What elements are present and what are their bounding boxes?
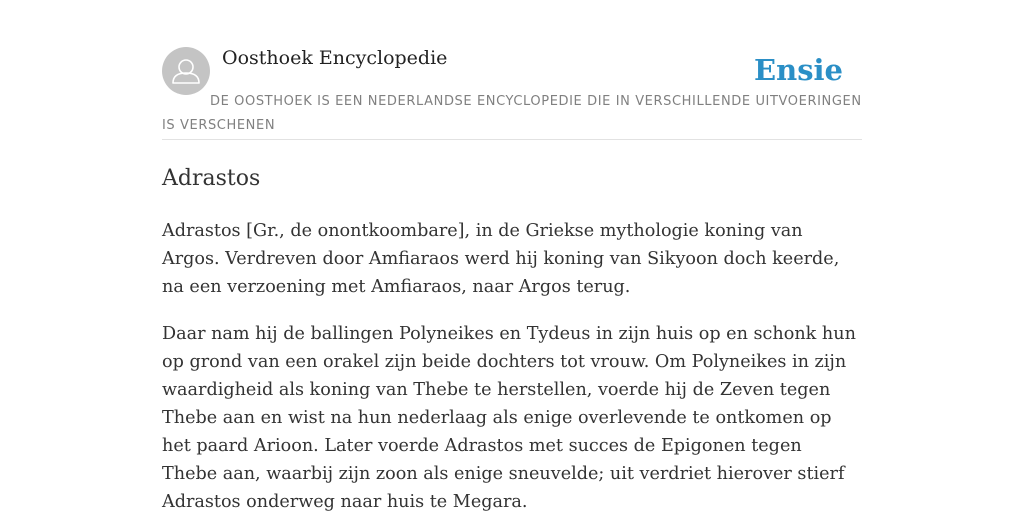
publisher-tagline: DE OOSTHOEK IS EEN NEDERLANDSE ENCYCLOPEDIE DIE IN VERSCHILLENDE UITVOERINGEN IS VERSCHENEN xyxy=(162,94,862,133)
header xyxy=(162,0,862,140)
publisher-name[interactable]: Oosthoek Encyclopedie xyxy=(222,47,448,69)
brand-logo[interactable]: Ensie xyxy=(754,53,843,87)
article-paragraph: Adrastos [Gr., de onontkoombare], in de Griekse mythologie koning van Argos. Verdreven door Amfiaraos werd hij koning van Sikyoon doch keerde, na een verzoening met Amfiaraos, naar Argos terug. xyxy=(162,221,840,297)
avatar[interactable] xyxy=(162,47,210,95)
content-container xyxy=(162,0,862,512)
article-paragraph: Daar nam hij de ballingen Polyneikes en Tydeus in zijn huis op en schonk hun op grond van een orakel zijn beide dochters tot vrouw. Om Polyneikes in zijn waardigheid als koning van Thebe te herstellen, voerde hij de Zeven tegen Thebe aan en wist na hun nederlaag als enige overlevende te ontkomen op het paard Arioon. Later voerde Adrastos met succes de Epigonen tegen Thebe aan, waarbij zijn zoon als enige sneuvelde; uit verdriet hierover stierf Adrastos onderweg naar huis te Megara. xyxy=(162,324,856,512)
article-title: Adrastos xyxy=(162,166,261,191)
user-icon xyxy=(162,47,210,95)
